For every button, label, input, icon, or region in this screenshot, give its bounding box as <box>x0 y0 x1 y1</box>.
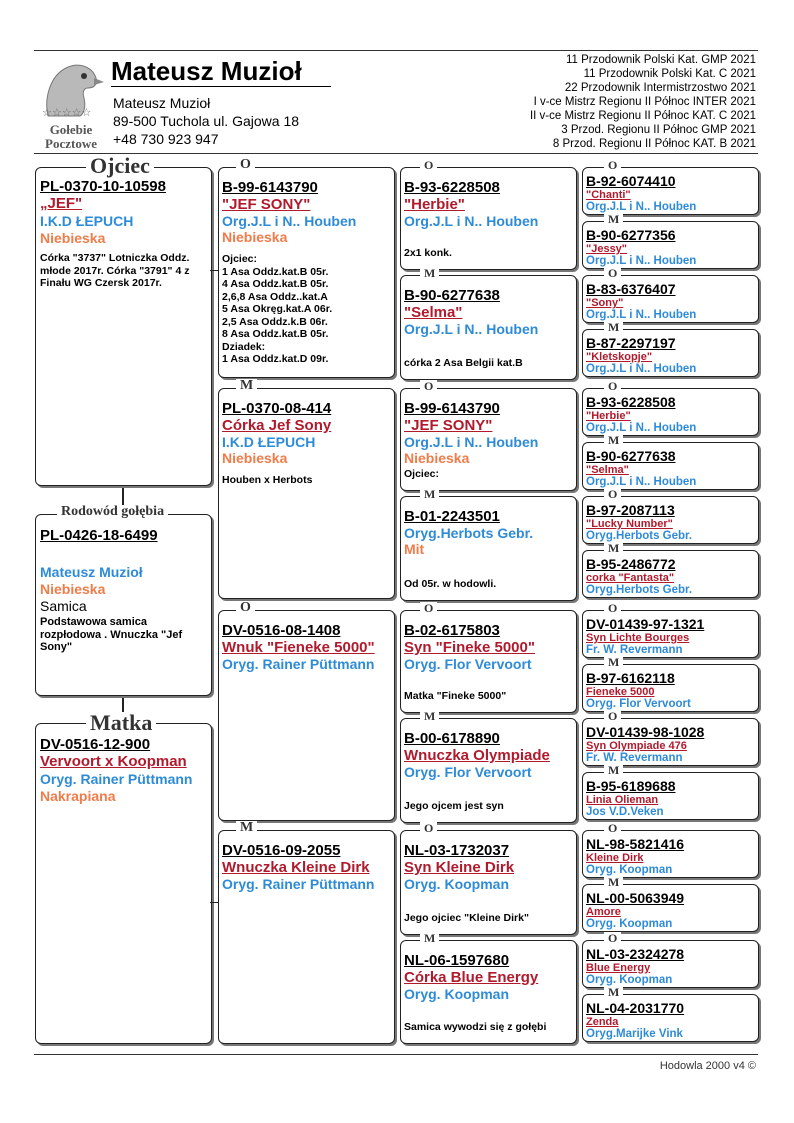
g3-note: Ojciec: <box>404 468 440 480</box>
pigeon-sex: Samica <box>40 598 87 614</box>
g4-box[interactable] <box>582 830 759 878</box>
g4-name: Linia Olieman <box>586 794 659 806</box>
g4-box[interactable] <box>582 167 759 215</box>
g4-ring: B-93-6228508 <box>586 394 676 410</box>
g4-breeder: Oryg.Herbots Gebr. <box>586 530 693 542</box>
g3-color: Niebieska <box>404 450 470 466</box>
g3-breeder: Org.J.L i N.. Houben <box>404 213 539 229</box>
g3-ring: B-99-6143790 <box>404 400 500 417</box>
g3-breeder: Oryg. Flor Vervoort <box>404 656 532 672</box>
g4-name: corka "Fantasta" <box>586 572 675 584</box>
mother-label: Matka <box>86 712 156 734</box>
g2-breeder: I.K.D ŁEPUCH <box>222 434 316 450</box>
g4-box[interactable] <box>582 994 759 1042</box>
g4-box[interactable] <box>582 275 759 323</box>
g4-name: Syn Lichte Bourges <box>586 632 690 644</box>
g4-name: "Herbie" <box>586 410 631 422</box>
father-marker: O <box>420 602 437 614</box>
g4-name: Zenda <box>586 1016 619 1028</box>
g4-ring: DV-01439-98-1028 <box>586 724 705 740</box>
link-father-g2 <box>210 270 219 271</box>
g4-name: "Lucky Number" <box>586 518 673 530</box>
mother-marker: M <box>420 932 439 944</box>
mother-box[interactable] <box>35 723 212 1044</box>
g4-breeder: Org.J.L i N.. Houben <box>586 476 697 488</box>
mother-marker: M <box>604 213 623 225</box>
g4-box[interactable] <box>582 442 759 490</box>
g4-breeder: Org.J.L i N.. Houben <box>586 363 697 375</box>
g2-color: Niebieska <box>222 450 288 466</box>
title-underline <box>111 86 331 87</box>
g3-ring: B-93-6228508 <box>404 179 500 196</box>
mother-breeder: Oryg. Rainer Püttmann <box>40 771 193 787</box>
g3-breeder: Oryg. Koopman <box>404 986 510 1002</box>
pigeon-breeder: Mateusz Muzioł <box>40 564 143 580</box>
father-note: Córka "3737" Lotniczka Oddz. młode 2017r. Córka "3791" 4 z Finału WG Czersk 2017r. <box>40 252 190 289</box>
mother-marker: M <box>420 710 439 722</box>
g4-breeder: Jos V.D.Veken <box>586 806 664 818</box>
g4-breeder: Fr. W. Revermann <box>586 752 683 764</box>
g3-note: 2x1 konk. <box>404 247 452 259</box>
father-marker: O <box>604 822 621 834</box>
pigeon-label: Rodowód gołębia <box>57 505 168 519</box>
g4-box[interactable] <box>582 664 759 712</box>
link-mother-g2 <box>210 902 219 903</box>
g4-ring: NL-98-5821416 <box>586 836 685 852</box>
g2-breeder: Oryg. Rainer Püttmann <box>222 876 375 892</box>
g3-box[interactable] <box>400 610 577 713</box>
g3-note: Jego ojciec "Kleine Dirk" <box>404 912 529 924</box>
g4-name: Kleine Dirk <box>586 852 644 864</box>
g4-ring: NL-04-2031770 <box>586 1000 685 1016</box>
father-marker: O <box>604 380 621 392</box>
g3-ring: NL-03-1732037 <box>404 842 510 859</box>
g4-breeder: Oryg. Koopman <box>586 974 673 986</box>
footer-rule <box>34 1054 758 1055</box>
mother-color: Nakrapiana <box>40 788 116 804</box>
mother-marker: M <box>604 876 623 888</box>
g4-ring: B-90-6277356 <box>586 227 676 243</box>
g3-box[interactable] <box>400 388 577 491</box>
g4-box[interactable] <box>582 884 759 932</box>
achievement-line: I v-ce Mistrz Regionu II Północ INTER 2021 <box>533 96 756 108</box>
achievement-line: 8 Przod. Regionu II Północ KAT. B 2021 <box>552 138 756 150</box>
g4-box[interactable] <box>582 940 759 988</box>
g4-box[interactable] <box>582 772 759 820</box>
footer-text: Hodowla 2000 v4 © <box>659 1060 756 1072</box>
top-rule <box>34 50 758 51</box>
g4-breeder: Fr. W. Revermann <box>586 644 683 656</box>
g3-name: Wnuczka Olympiade <box>404 747 550 764</box>
g4-name: "Chanti" <box>586 189 631 201</box>
g4-name: "Kletskopje" <box>586 351 653 363</box>
g4-breeder: Oryg. Koopman <box>586 864 673 876</box>
g3-box[interactable] <box>400 718 577 823</box>
g2-box[interactable] <box>218 830 395 1044</box>
g3-note: córka 2 Asa Belgii kat.B <box>404 357 523 369</box>
g2-box[interactable] <box>218 167 395 378</box>
g4-box[interactable] <box>582 496 759 544</box>
mother-marker: M <box>604 986 623 998</box>
mother-ring: DV-0516-12-900 <box>40 736 151 753</box>
g3-ring: B-02-6175803 <box>404 622 500 639</box>
logo-text-2: Pocztowe <box>45 136 97 151</box>
g4-ring: B-97-2087113 <box>586 502 675 518</box>
g3-note: Matka "Fineke 5000" <box>404 690 507 702</box>
g4-name: Amore <box>586 906 621 918</box>
g2-note: Ojciec: 1 Asa Oddz.kat.B 05r. 4 Asa Oddz.kat.B 05r. 2,6,8 Asa Oddz..kat.A 5 Asa Okręg.kat.A 06r. 2,5 Asa Oddz.k.B 06r. 8 Asa Oddz.kat.B 05r. Dziadek: 1 Asa Oddz.kat.D 09r. <box>222 253 333 365</box>
g3-name: "JEF SONY" <box>404 417 493 434</box>
father-marker: O <box>604 932 621 944</box>
g2-name: Wnuczka Kleine Dirk <box>222 859 370 876</box>
g4-ring: B-95-2486772 <box>586 556 676 572</box>
achievement-line: II v-ce Mistrz Regionu II Północ KAT. C 2021 <box>529 110 756 122</box>
owner-title: Mateusz Muzioł <box>111 56 302 86</box>
g2-breeder: Oryg. Rainer Püttmann <box>222 656 375 672</box>
g3-note: Jego ojcem jest syn <box>404 800 504 812</box>
g4-box[interactable] <box>582 610 759 658</box>
g3-box[interactable] <box>400 167 577 270</box>
g4-breeder: Oryg.Herbots Gebr. <box>586 584 693 596</box>
g3-box[interactable] <box>400 275 577 380</box>
achievement-line: 11 Przodownik Polski Kat. GMP 2021 <box>565 54 756 66</box>
g4-ring: B-90-6277638 <box>586 448 676 464</box>
g2-ring: B-99-6143790 <box>222 179 318 196</box>
g2-color: Niebieska <box>222 229 288 245</box>
g4-box[interactable] <box>582 221 759 269</box>
father-marker: O <box>604 488 621 500</box>
g3-breeder: Oryg. Flor Vervoort <box>404 764 532 780</box>
owner-name: Mateusz Muzioł <box>113 95 211 111</box>
father-marker: O <box>420 159 437 171</box>
g4-ring: DV-01439-97-1321 <box>586 616 705 632</box>
g3-name: Córka Blue Energy <box>404 969 539 986</box>
father-name: „JEF" <box>40 195 83 212</box>
achievements-list <box>530 53 756 151</box>
g2-box[interactable] <box>218 388 395 599</box>
g4-ring: B-97-6162118 <box>586 670 675 686</box>
father-marker: O <box>604 159 621 171</box>
father-ring: PL-0370-10-10598 <box>40 178 166 195</box>
g3-breeder: Org.J.L i N.. Houben <box>404 321 539 337</box>
pigeon-note: Podstawowa samica rozpłodowa . Wnuczka "Jef Sony" <box>40 616 183 653</box>
mother-marker: M <box>604 434 623 446</box>
g3-ring: B-00-6178890 <box>404 730 500 747</box>
logo-text-1: Gołebie <box>49 122 93 137</box>
g3-box[interactable] <box>400 830 577 935</box>
g4-ring: B-87-2297197 <box>586 335 676 351</box>
achievement-line: 11 Przodownik Polski Kat. C 2021 <box>583 68 756 80</box>
father-marker: O <box>604 710 621 722</box>
g2-name: "JEF SONY" <box>222 196 311 213</box>
g3-breeder: Oryg. Koopman <box>404 876 510 892</box>
mother-marker: M <box>604 656 623 668</box>
pigeon-head-icon <box>36 58 106 118</box>
mother-name: Vervoort x Koopman <box>40 753 187 770</box>
g4-breeder: Org.J.L i N.. Houben <box>586 201 697 213</box>
g4-ring: B-95-6189688 <box>586 778 676 794</box>
father-color: Niebieska <box>40 230 106 246</box>
g3-name: Syn Kleine Dirk <box>404 859 515 876</box>
g4-name: Syn Olympiade 476 <box>586 740 687 752</box>
mother-marker: M <box>604 542 623 554</box>
g4-name: Blue Energy <box>586 962 651 974</box>
g2-breeder: Org.J.L i N.. Houben <box>222 213 357 229</box>
g3-ring: B-01-2243501 <box>404 508 500 525</box>
g3-name: Syn "Fineke 5000" <box>404 639 535 656</box>
g4-name: "Sony" <box>586 297 624 309</box>
g3-note: Od 05r. w hodowli. <box>404 578 497 590</box>
g2-ring: PL-0370-08-414 <box>222 400 332 417</box>
g3-breeder: Oryg.Herbots Gebr. <box>404 525 534 541</box>
g2-name: Wnuk "Fieneke 5000" <box>222 639 375 656</box>
g2-box[interactable] <box>218 610 395 821</box>
g4-box[interactable] <box>582 718 759 766</box>
g4-ring: NL-00-5063949 <box>586 890 685 906</box>
father-marker: O <box>604 267 621 279</box>
achievement-line: 3 Przod. Regionu II Północ GMP 2021 <box>561 124 756 136</box>
g4-name: "Selma" <box>586 464 629 476</box>
g3-ring: NL-06-1597680 <box>404 952 510 969</box>
svg-text:☆☆☆☆☆: ☆☆☆☆☆ <box>42 106 92 118</box>
pigeon-color: Niebieska <box>40 581 106 597</box>
father-marker: O <box>420 822 437 834</box>
owner-address: 89-500 Tuchola ul. Gajowa 18 <box>113 113 300 129</box>
father-marker: O <box>236 158 255 172</box>
g4-name: Fieneke 5000 <box>586 686 655 698</box>
g3-note: Samica wywodzi się z gołębi <box>404 1021 547 1033</box>
g3-box[interactable] <box>400 940 577 1044</box>
g4-ring: B-92-6074410 <box>586 173 676 189</box>
mother-marker: M <box>604 321 623 333</box>
owner-phone: +48 730 923 947 <box>113 131 219 147</box>
father-marker: O <box>604 602 621 614</box>
g4-breeder: Org.J.L i N.. Houben <box>586 309 697 321</box>
g4-breeder: Oryg.Marijke Vink <box>586 1028 683 1040</box>
g4-name: "Jessy" <box>586 243 628 255</box>
mother-marker: M <box>236 379 257 393</box>
g3-ring: B-90-6277638 <box>404 287 500 304</box>
g4-box[interactable] <box>582 329 759 377</box>
g2-name: Córka Jef Sony <box>222 417 332 434</box>
g2-ring: DV-0516-08-1408 <box>222 622 341 639</box>
g2-ring: DV-0516-09-2055 <box>222 842 341 859</box>
g4-ring: B-83-6376407 <box>586 281 676 297</box>
g2-note: Houben x Herbots <box>222 474 313 486</box>
g4-breeder: Org.J.L i N.. Houben <box>586 255 697 267</box>
pigeon-ring: PL-0426-18-6499 <box>40 527 158 544</box>
g4-box[interactable] <box>582 388 759 436</box>
achievement-line: 22 Przodownik Intermistrzostwo 2021 <box>564 82 756 94</box>
mother-marker: M <box>420 488 439 500</box>
mother-marker: M <box>604 764 623 776</box>
pigeon-box[interactable] <box>35 514 212 696</box>
g3-name: "Selma" <box>404 304 463 321</box>
g4-breeder: Oryg. Flor Vervoort <box>586 698 691 710</box>
g4-box[interactable] <box>582 550 759 598</box>
g4-ring: NL-03-2324278 <box>586 946 685 962</box>
g3-breeder: Org.J.L i N.. Houben <box>404 434 539 450</box>
g3-box[interactable] <box>400 496 577 601</box>
mother-marker: M <box>420 267 439 279</box>
father-marker: O <box>236 601 255 615</box>
g3-color: Mit <box>404 541 425 557</box>
g4-breeder: Org.J.L i N.. Houben <box>586 422 697 434</box>
father-breeder: I.K.D ŁEPUCH <box>40 213 134 229</box>
g3-name: "Herbie" <box>404 196 465 213</box>
father-box[interactable] <box>35 167 212 486</box>
father-marker: O <box>420 380 437 392</box>
club-logo <box>36 58 106 151</box>
g4-breeder: Oryg. Koopman <box>586 918 673 930</box>
father-label: Ojciec <box>86 155 154 177</box>
mother-marker: M <box>236 821 257 835</box>
